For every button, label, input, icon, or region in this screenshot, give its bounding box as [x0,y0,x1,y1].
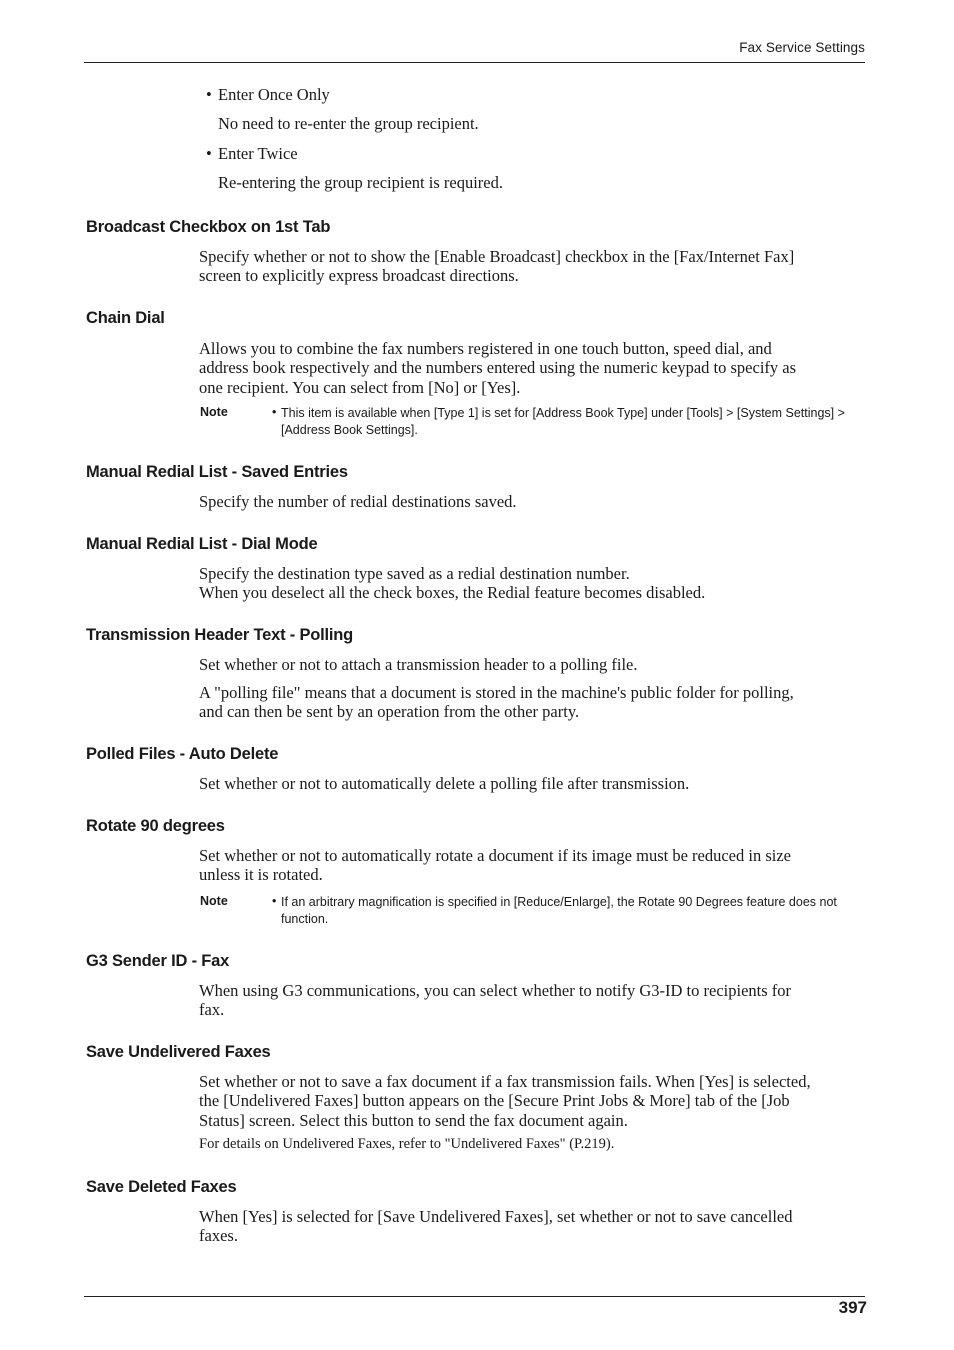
paragraph-line: When [Yes] is selected for [Save Undelivered Faxes], set whether or not to save cancelled [199,1207,793,1226]
footer-rule [84,1296,865,1297]
paragraph-line: Status] screen. Select this button to send the fax document again. [199,1111,628,1130]
section-heading: G3 Sender ID - Fax [86,952,230,970]
note-label: Note [200,894,228,908]
paragraph-line: fax. [199,1000,225,1019]
section-heading: Save Undelivered Faxes [86,1043,271,1061]
bullet-icon: • [272,405,277,419]
section-heading: Manual Redial List - Saved Entries [86,463,348,481]
paragraph-line: Specify the number of redial destinations saved. [199,492,517,511]
paragraph-line: faxes. [199,1226,238,1245]
paragraph-line: When you deselect all the check boxes, the Redial feature becomes disabled. [199,583,706,602]
note-label: Note [200,405,228,419]
section-heading: Save Deleted Faxes [86,1178,237,1196]
option-label: Enter Once Only [218,85,330,104]
list-item [206,85,330,105]
paragraph-line: Specify whether or not to show the [Enable Broadcast] checkbox in the [Fax/Internet Fax] [199,247,795,266]
note-text: [Address Book Settings]. [281,423,418,437]
header-rule [84,62,865,63]
running-header: Fax Service Settings [739,40,865,55]
section-heading: Manual Redial List - Dial Mode [86,535,318,553]
paragraph-line: address book respectively and the numbers entered using the numeric keypad to specify as [199,358,797,377]
note-text: This item is available when [Type 1] is set for [Address Book Type] under [Tools] > [System Settings] > [281,406,845,420]
bullet-icon: • [272,894,277,908]
paragraph-line: A "polling file" means that a document is stored in the machine's public folder for polling, [199,683,794,702]
paragraph-line: one recipient. You can select from [No] or [Yes]. [199,378,521,397]
section-heading: Chain Dial [86,309,165,327]
paragraph-line: and can then be sent by an operation from the other party. [199,702,580,721]
paragraph-line: unless it is rotated. [199,865,323,884]
note-text: function. [281,912,329,926]
paragraph-line: When using G3 communications, you can select whether to notify G3-ID to recipients for [199,981,792,1000]
section-heading: Polled Files - Auto Delete [86,745,279,763]
list-item [206,144,298,164]
paragraph-line: Specify the destination type saved as a redial destination number. [199,564,630,583]
paragraph-line: screen to explicitly express broadcast directions. [199,266,519,285]
section-heading: Transmission Header Text - Polling [86,626,354,644]
paragraph-line: the [Undelivered Faxes] button appears on the [Secure Print Jobs & More] tab of the [Job [199,1091,790,1110]
section-heading: Broadcast Checkbox on 1st Tab [86,218,331,236]
paragraph-line: Set whether or not to attach a transmission header to a polling file. [199,655,638,674]
option-label: Enter Twice [218,144,298,163]
paragraph-line: Set whether or not to automatically delete a polling file after transmission. [199,774,690,793]
section-heading: Rotate 90 degrees [86,817,225,835]
paragraph-line: Allows you to combine the fax numbers registered in one touch button, speed dial, and [199,339,772,358]
page-number: 397 [838,1298,867,1317]
paragraph-line: Set whether or not to automatically rotate a document if its image must be reduced in size [199,846,791,865]
option-description: Re-entering the group recipient is required. [218,173,503,192]
paragraph-line: Set whether or not to save a fax document if a fax transmission fails. When [Yes] is selected, [199,1072,811,1091]
option-description: No need to re-enter the group recipient. [218,114,479,133]
bullet-icon: • [206,144,212,163]
note-text: If an arbitrary magnification is specified in [Reduce/Enlarge], the Rotate 90 Degrees feature does not [281,895,837,909]
bullet-icon: • [206,85,212,104]
cross-reference: For details on Undelivered Faxes, refer to "Undelivered Faxes" (P.219). [199,1136,615,1152]
